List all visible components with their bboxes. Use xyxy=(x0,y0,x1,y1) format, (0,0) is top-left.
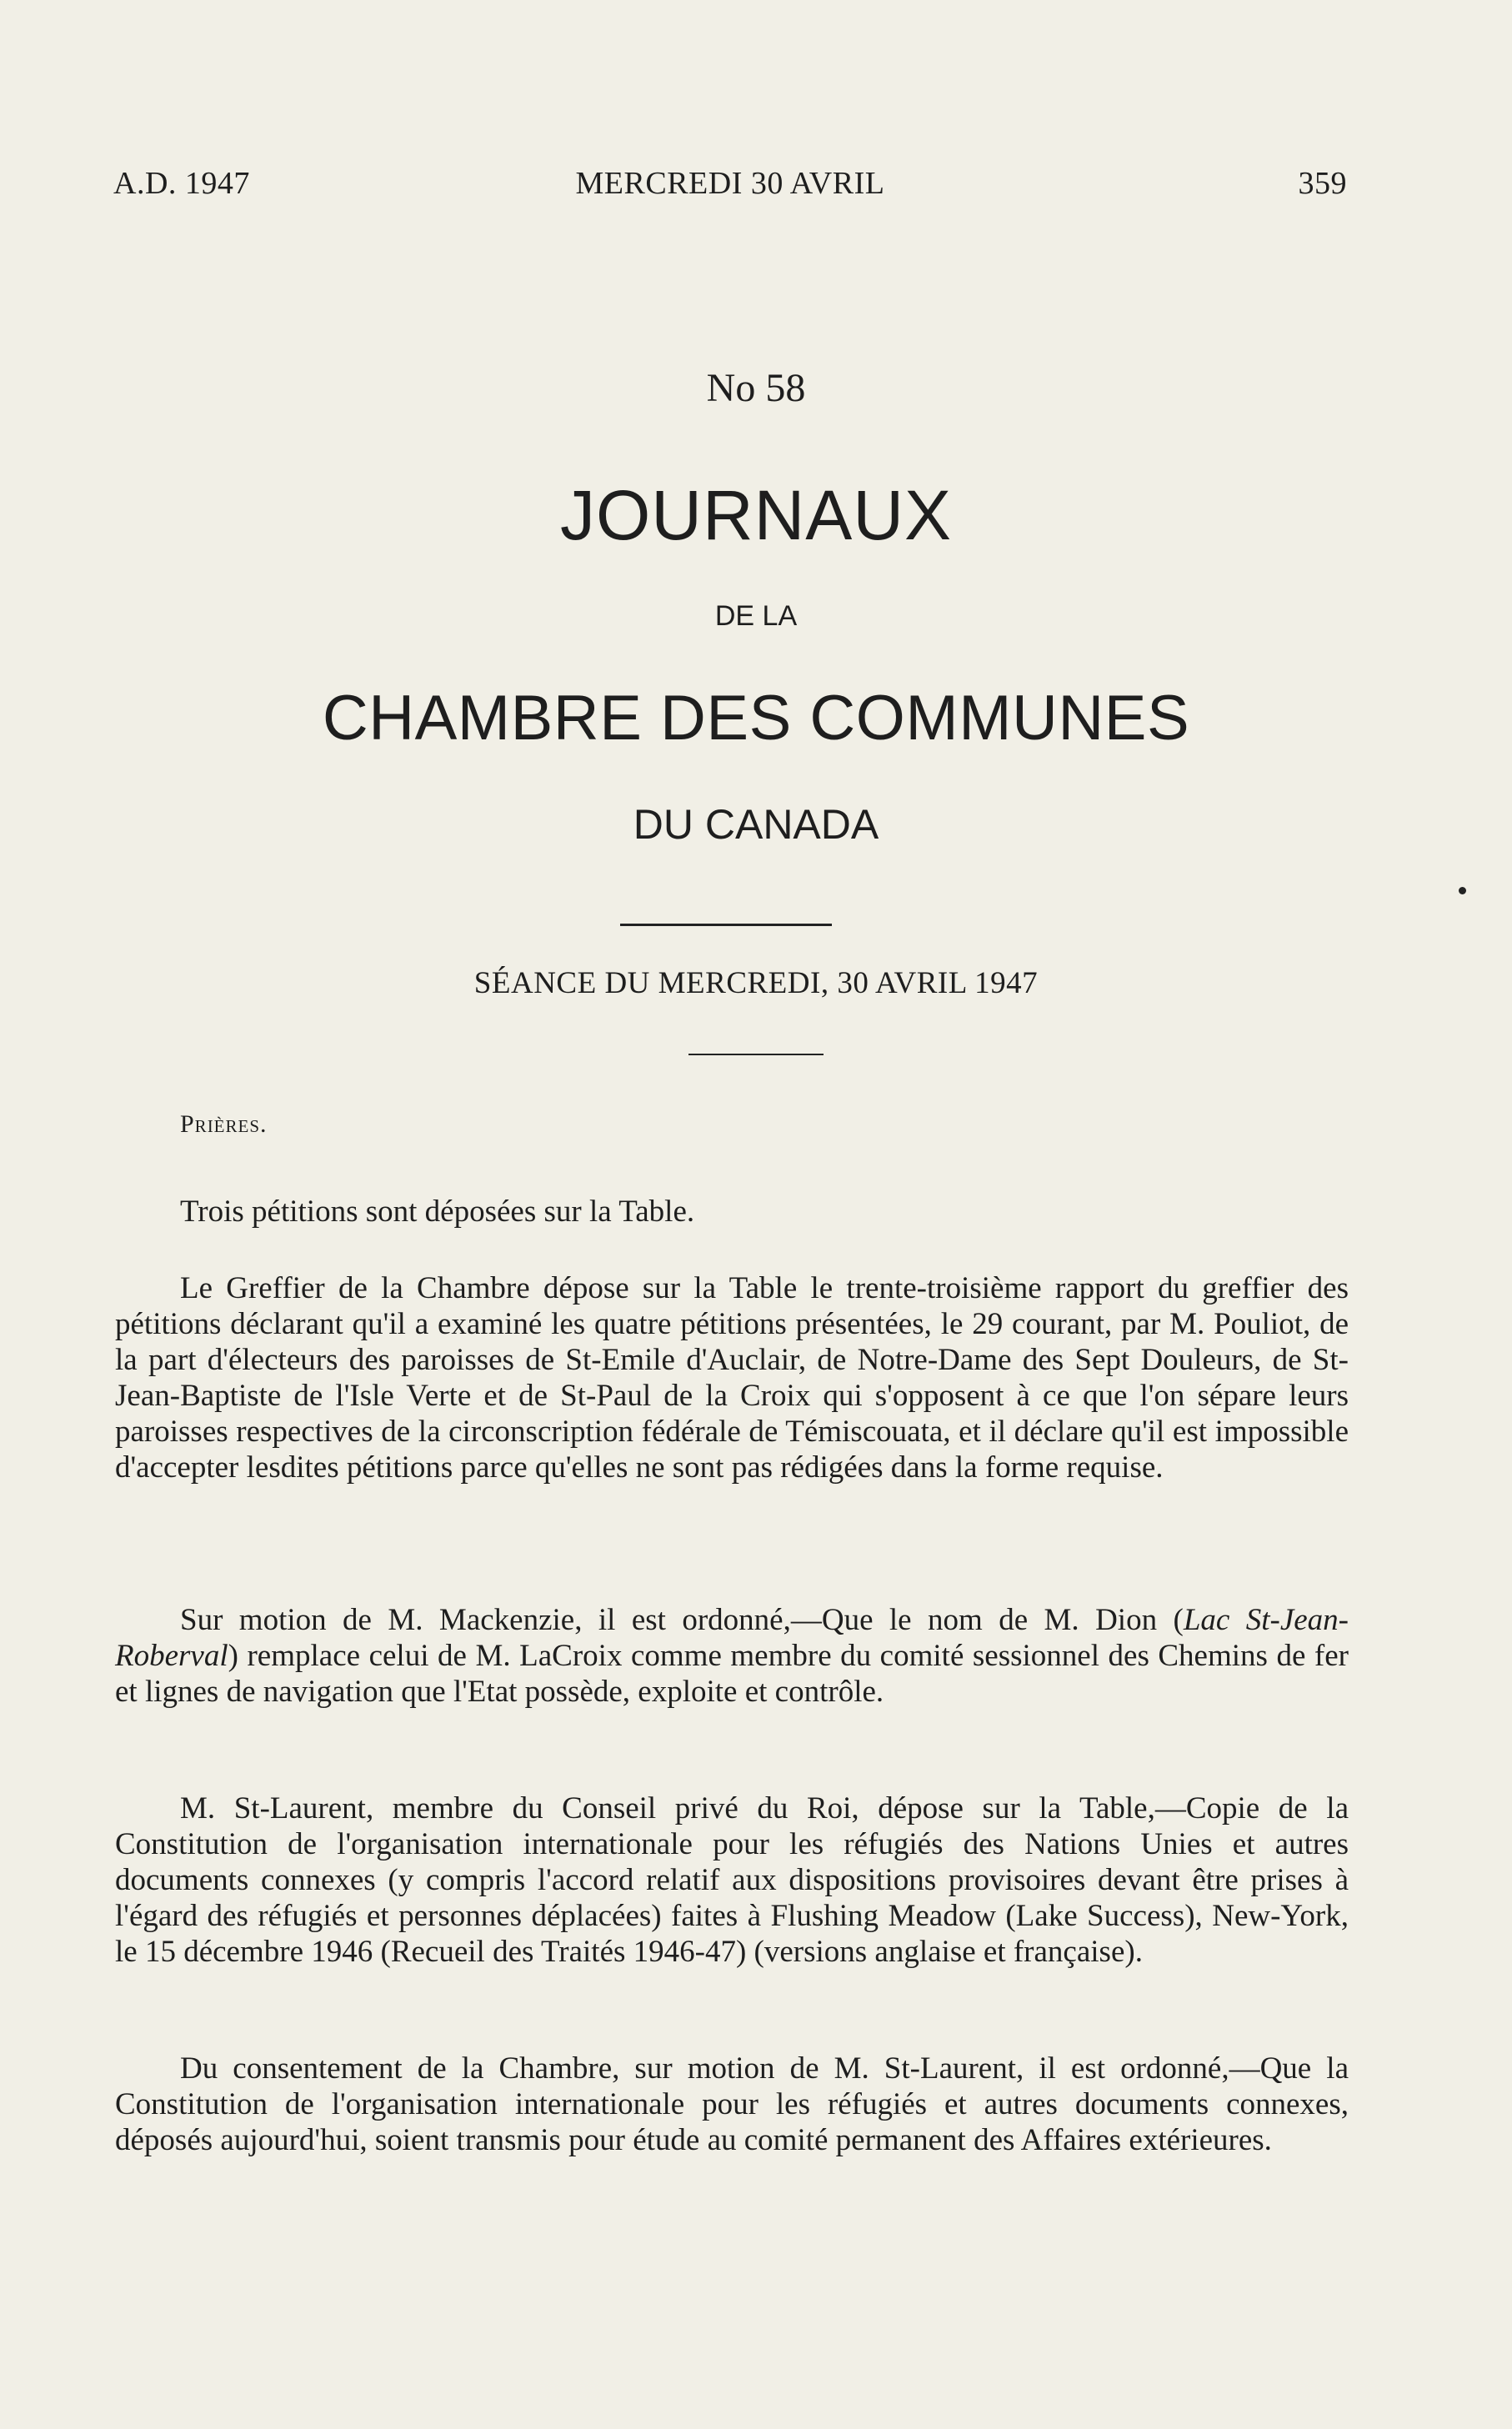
page-number: 359 xyxy=(1298,166,1347,201)
margin-dot xyxy=(1459,887,1466,894)
title-chambre: CHAMBRE DES COMMUNES xyxy=(322,683,1190,754)
paragraph-petitions xyxy=(115,1194,1349,1230)
riding-name: Lac St-Jean-Roberval xyxy=(115,1603,1349,1673)
title-canada: DU CANADA xyxy=(633,801,879,848)
paragraph-text-part: ) remplace celui de M. LaCroix comme membre du comité sessionnel des Chemins de fer et lignes de navigation que l'Etat possède, exploite et contrôle. xyxy=(115,1639,1349,1709)
paragraph-greffier xyxy=(115,1270,1349,1485)
title-divider xyxy=(620,924,832,926)
paragraph-text: Du consentement de la Chambre, sur motion de M. St-Laurent, il est ordonné,—Que la Constitution de l'organisation internationale pour les réfugiés et autres documents connexes, déposés aujourd'hui, soient transmis pour étude au comité permanent des Affaires extérieures. xyxy=(115,2051,1349,2157)
session-heading: SÉANCE DU MERCREDI, 30 AVRIL 1947 xyxy=(473,966,1039,1000)
paragraph-st-laurent-tabling xyxy=(115,1790,1349,1970)
paragraph-text: Le Greffier de la Chambre dépose sur la Table le trente-troisième rapport du greffier des pétitions déclarant qu'il a examiné les quatre pétitions présentées, le 29 courant, par M. Pouliot, de la part d'électeurs des paroisses de St-Emile d'Auclair, de Notre-Dame des Sept Douleurs, de St-Jean-Baptiste de l'Isle Verte et de St-Paul de la Croix qui s'opposent à ce que l'on sépare leurs paroisses respectives de la circonscription fédérale de Témiscouata, et il déclare qu'il est impossible d'accepter lesdites pétitions parce qu'elles ne sont pas rédigées dans la forme requise. xyxy=(115,1271,1349,1485)
prayers-heading: Prières. xyxy=(180,1110,268,1138)
paragraph-mackenzie-motion xyxy=(115,1602,1349,1710)
paragraph-text: Trois pétitions sont déposées sur la Table. xyxy=(180,1194,695,1229)
paragraph-text xyxy=(115,1602,1349,1710)
title-de-la: DE LA xyxy=(714,600,798,632)
header-year: A.D. 1947 xyxy=(113,166,250,201)
session-divider xyxy=(688,1054,824,1055)
paragraph-consent-motion xyxy=(115,2051,1349,2158)
header-date: MERCREDI 30 AVRIL xyxy=(575,166,885,201)
paragraph-text: M. St-Laurent, membre du Conseil privé du Roi, dépose sur la Table,—Copie de la Constitution de l'organisation internationale pour les réfugiés des Nations Unies et autres documents connexes (y compris l'accord relatif aux dispositions provisoires devant être prises à l'égard des réfugiés et personnes déplacées) faites à Flushing Meadow (Lake Success), New-York, le 15 décembre 1946 (Recueil des Traités 1946-47) (versions anglaise et française). xyxy=(115,1791,1349,1969)
title-journaux: JOURNAUX xyxy=(559,476,953,554)
issue-number: No 58 xyxy=(706,366,806,410)
paragraph-text-part: Sur motion de M. Mackenzie, il est ordonné,—Que le nom de M. Dion ( xyxy=(180,1603,1184,1637)
running-header xyxy=(113,165,1347,207)
